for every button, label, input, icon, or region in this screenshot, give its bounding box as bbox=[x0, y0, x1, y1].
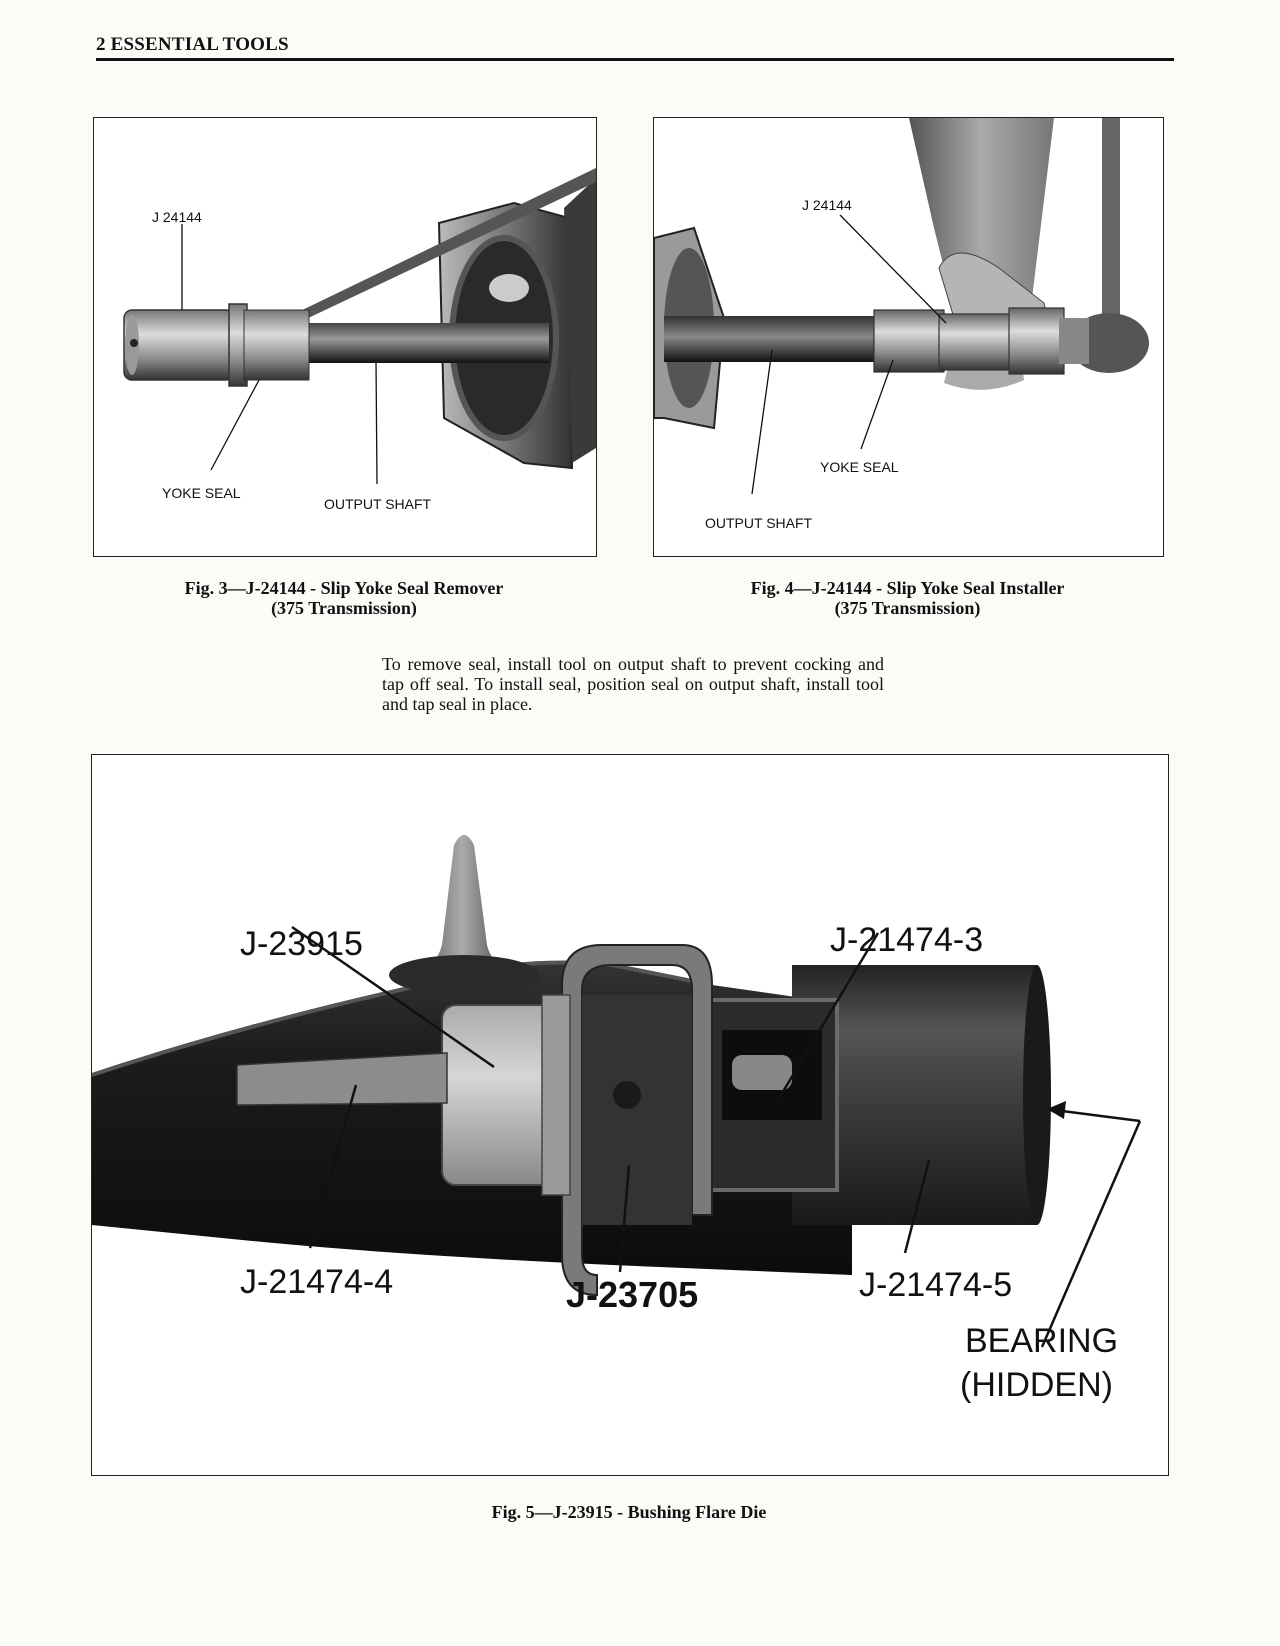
figure-5-photo bbox=[92, 755, 1168, 1475]
figure-5-caption: Fig. 5—J-23915 - Bushing Flare Die bbox=[491, 1502, 767, 1522]
figure-4-caption bbox=[653, 578, 1162, 618]
fig3-yoke-seal-label: YOKE SEAL bbox=[162, 485, 241, 501]
figure-3 bbox=[93, 117, 597, 557]
fig5-j21474-4-label: J-21474-4 bbox=[240, 1263, 394, 1301]
figure-5 bbox=[91, 754, 1169, 1476]
figure-4-caption-subtitle: (375 Transmission) bbox=[834, 598, 981, 618]
fig5-j23705-label: J-23705 bbox=[566, 1274, 699, 1315]
fig4-tool-label: J 24144 bbox=[802, 197, 852, 213]
fig5-bearing-label: BEARING bbox=[965, 1322, 1119, 1360]
fig5-j23915-label: J-23915 bbox=[240, 925, 363, 963]
header-rule bbox=[96, 58, 1174, 61]
figure-3-photo bbox=[94, 118, 596, 556]
figure-3-caption-title: Fig. 3—J-24144 - Slip Yoke Seal Remover bbox=[184, 578, 504, 598]
fig4-output-shaft-label: OUTPUT SHAFT bbox=[705, 515, 813, 531]
figure-4 bbox=[653, 117, 1164, 557]
fig4-yoke-seal-label: YOKE SEAL bbox=[820, 459, 899, 475]
instructions-paragraph: To remove seal, install tool on output shaft to prevent cocking and tap off seal. To install seal, position seal on output shaft, install tool and tap seal in place. bbox=[382, 654, 884, 714]
figure-4-caption-title: Fig. 4—J-24144 - Slip Yoke Seal Installer bbox=[750, 578, 1065, 598]
fig3-tool-label: J 24144 bbox=[152, 209, 202, 225]
fig3-output-shaft-label: OUTPUT SHAFT bbox=[324, 496, 432, 512]
page-header: 2 ESSENTIAL TOOLS bbox=[96, 34, 289, 55]
fig5-hidden-label: (HIDDEN) bbox=[960, 1366, 1113, 1404]
figure-3-caption-subtitle: (375 Transmission) bbox=[271, 598, 417, 618]
figure-3-caption bbox=[93, 578, 595, 618]
fig5-j21474-5-label: J-21474-5 bbox=[859, 1266, 1013, 1304]
figure-4-photo bbox=[654, 118, 1163, 556]
fig5-j21474-3-label: J-21474-3 bbox=[830, 921, 984, 959]
